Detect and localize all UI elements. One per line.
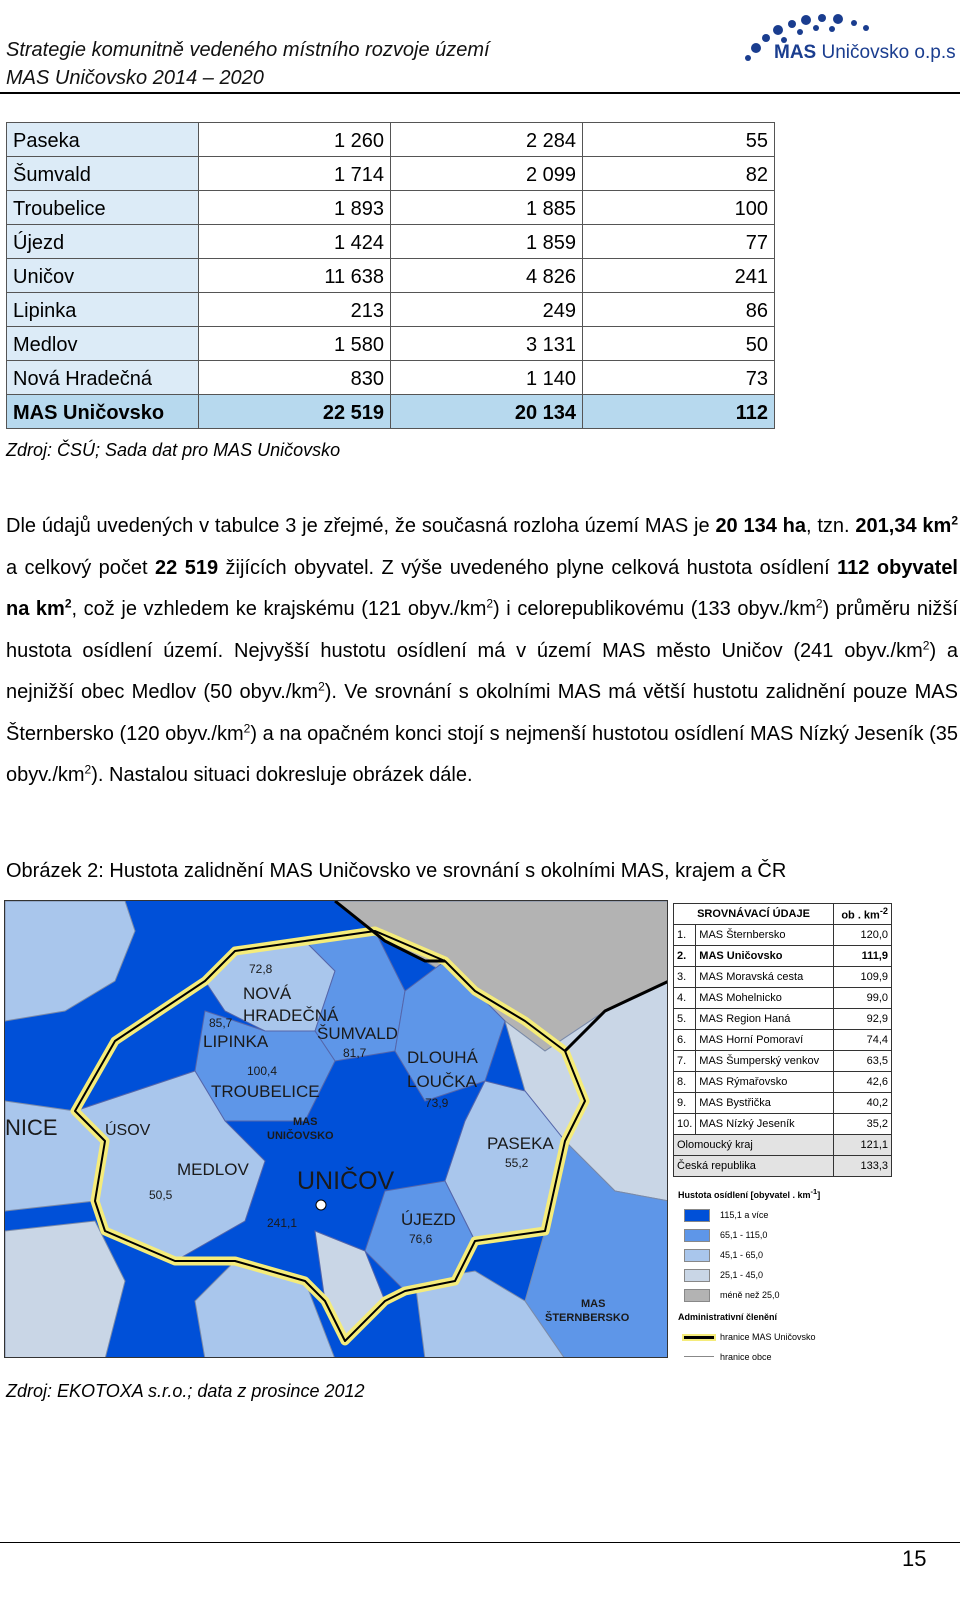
svg-text:LIPINKA: LIPINKA	[203, 1032, 269, 1051]
cell-name: Újezd	[7, 225, 199, 259]
cell-value: 86	[583, 293, 775, 327]
svg-text:ŠUMVALD: ŠUMVALD	[317, 1024, 398, 1043]
map-legend	[678, 1187, 898, 1370]
svg-text:72,8: 72,8	[249, 962, 273, 976]
cell-name: Šumvald	[7, 157, 199, 191]
legend-item: 115,1 a více	[678, 1208, 898, 1228]
cell-value: 50	[583, 327, 775, 361]
table-row	[7, 361, 775, 395]
comparison-table	[673, 903, 892, 1177]
map-graphic	[5, 901, 668, 1358]
svg-text:LOUČKA: LOUČKA	[407, 1072, 477, 1091]
table-row	[7, 225, 775, 259]
legend-item: hranice MAS Uničovsko	[678, 1330, 898, 1350]
comparison-row: 6. MAS Horní Pomoraví 74,4	[674, 1030, 892, 1051]
cell-value: 1 260	[199, 123, 391, 157]
cell-name: Paseka	[7, 123, 199, 157]
table-row	[7, 293, 775, 327]
svg-text:ŠTERNBERSKO: ŠTERNBERSKO	[545, 1312, 630, 1324]
header-line-1: Strategie komunitně vedeného místního rozvoje území	[6, 39, 490, 61]
cell-value: 112	[583, 395, 775, 429]
svg-text:55,2: 55,2	[505, 1156, 529, 1170]
svg-text:MAS: MAS	[293, 1116, 318, 1128]
comparison-row: 9. MAS Bystřička 40,2	[674, 1093, 892, 1114]
cell-value: 1 140	[391, 361, 583, 395]
cell-value: 4 826	[391, 259, 583, 293]
cell-value: 1 580	[199, 327, 391, 361]
comparison-head-name: SROVNÁVACÍ ÚDAJE	[674, 904, 834, 925]
cell-value: 830	[199, 361, 391, 395]
legend-item: hranice obce	[678, 1350, 898, 1370]
svg-text:MAS: MAS	[581, 1298, 606, 1310]
table-source: Zdroj: ČSÚ; Sada dat pro MAS Uničovsko	[6, 440, 341, 460]
density-map	[4, 900, 668, 1358]
cell-value: 241	[583, 259, 775, 293]
logo-text: MAS Uničovsko o.p.s	[774, 42, 956, 63]
svg-text:HRADEČNÁ: HRADEČNÁ	[243, 1006, 339, 1025]
legend-swatch	[684, 1289, 710, 1302]
legend-line-obec	[684, 1356, 714, 1357]
legend-swatch	[684, 1229, 710, 1242]
cell-value: 2 099	[391, 157, 583, 191]
legend-line-mas	[684, 1336, 714, 1339]
mas-logo	[740, 14, 956, 80]
header-rule	[0, 92, 960, 94]
cell-value: 213	[199, 293, 391, 327]
cell-value: 3 131	[391, 327, 583, 361]
legend-item: 25,1 - 45,0	[678, 1268, 898, 1288]
cell-name: MAS Uničovsko	[7, 395, 199, 429]
comparison-row: 4. MAS Mohelnicko 99,0	[674, 988, 892, 1009]
svg-text:85,7: 85,7	[209, 1016, 233, 1030]
table-row	[7, 191, 775, 225]
legend-swatch	[684, 1269, 710, 1282]
cell-value: 20 134	[391, 395, 583, 429]
page-number: 15	[902, 1546, 927, 1571]
svg-text:76,6: 76,6	[409, 1232, 433, 1246]
legend-item: 65,1 - 115,0	[678, 1228, 898, 1248]
comparison-row: 10. MAS Nízký Jeseník 35,2	[674, 1114, 892, 1135]
body-paragraph: Dle údajů uvedených v tabulce 3 je zřejmé, že současná rozloha území MAS je 20 134 ha, tzn. 201,34 $km^2$ a celkový počet 22 519 žijících obyvatel. Z výše uvedeného plyne celková hustota osídlení 112 obyvatel na $km^2$, což je vzhledem ke krajskému (121 $obyv./km^2$) i celorepublikovému (133 $obyv./km^2$) průměru nižší hustota osídlení území. Nejvyšší hustotu osídlení má v území MAS město Uničov (241 $obyv./km^2$) a nejnižší obec Medlov (50 $obyv./km^2$). Ve srovnání s okolními MAS má větší hustotu zalidnění pouze MAS Šternbersko (120 $obyv./km^2$) a na opačném konci stojí s nejmenší hustotou osídlení MAS Nízký Jeseník (35 $obyv./km^2$). Nastalou situaci dokresluje obrázek dále.	[6, 513, 959, 786]
cell-value: 1 859	[391, 225, 583, 259]
comparison-row: 1. MAS Šternbersko 120,0	[674, 925, 892, 946]
svg-text:UNIČOVSKO: UNIČOVSKO	[267, 1130, 334, 1142]
table-total-row	[7, 395, 775, 429]
cell-name: Lipinka	[7, 293, 199, 327]
svg-text:UNIČOV: UNIČOV	[297, 1167, 395, 1195]
cell-value: 1 885	[391, 191, 583, 225]
legend-swatch	[684, 1249, 710, 1262]
svg-text:241,1: 241,1	[267, 1216, 298, 1230]
cell-value: 1 714	[199, 157, 391, 191]
svg-text:100,4: 100,4	[247, 1064, 278, 1078]
svg-text:MEDLOV: MEDLOV	[177, 1160, 249, 1179]
legend-division-title: Administrativní členění	[678, 1312, 778, 1322]
comparison-row: 2. MAS Uničovsko 111,9	[674, 946, 892, 967]
svg-text:TROUBELICE: TROUBELICE	[211, 1082, 320, 1101]
cell-value: 73	[583, 361, 775, 395]
comparison-head-unit: ob . $km^{-2}$	[834, 904, 892, 925]
cell-value: 55	[583, 123, 775, 157]
svg-text:73,9: 73,9	[425, 1096, 449, 1110]
figure-source: Zdroj: EKOTOXA s.r.o.; data z prosince 2012	[6, 1381, 365, 1401]
cell-value: 82	[583, 157, 775, 191]
svg-text:DLOUHÁ: DLOUHÁ	[407, 1048, 478, 1067]
svg-text:ÚJEZD: ÚJEZD	[401, 1210, 456, 1229]
cell-name: Nová Hradečná	[7, 361, 199, 395]
comparison-row-region: Olomoucký kraj 121,1	[674, 1135, 892, 1156]
svg-text:ÚSOV: ÚSOV	[105, 1122, 151, 1139]
footer-rule	[0, 1542, 960, 1543]
table-row	[7, 123, 775, 157]
cell-value: 1 424	[199, 225, 391, 259]
comparison-row: 8. MAS Rýmařovsko 42,6	[674, 1072, 892, 1093]
cell-value: 22 519	[199, 395, 391, 429]
legend-title: Hustota osídlení [obyvatel . $km^{-1}$]	[678, 1187, 821, 1200]
table-row	[7, 157, 775, 191]
cell-value: 249	[391, 293, 583, 327]
figure-caption: Obrázek 2: Hustota zalidnění MAS Uničovsko ve srovnání s okolními MAS, krajem a ČR	[6, 860, 787, 882]
cell-value: 1 893	[199, 191, 391, 225]
cell-name: Medlov	[7, 327, 199, 361]
comparison-row: 3. MAS Moravská cesta 109,9	[674, 967, 892, 988]
cell-name: Troubelice	[7, 191, 199, 225]
cell-name: Uničov	[7, 259, 199, 293]
unicov-town-marker	[316, 1200, 326, 1210]
legend-swatch	[684, 1209, 710, 1222]
legend-item: 45,1 - 65,0	[678, 1248, 898, 1268]
comparison-header	[674, 904, 892, 925]
cell-value: 77	[583, 225, 775, 259]
svg-text:NICE: NICE	[5, 1115, 58, 1140]
comparison-row: 7. MAS Šumperský venkov 63,5	[674, 1051, 892, 1072]
header-line-2: MAS Uničovsko 2014 – 2020	[6, 67, 264, 89]
population-table	[6, 122, 775, 429]
legend-item: méně než 25,0	[678, 1288, 898, 1308]
running-header	[6, 36, 490, 92]
comparison-row-country: Česká republika 133,3	[674, 1156, 892, 1177]
cell-value: 2 284	[391, 123, 583, 157]
cell-value: 100	[583, 191, 775, 225]
svg-text:81,7: 81,7	[343, 1046, 367, 1060]
svg-text:NOVÁ: NOVÁ	[243, 984, 292, 1003]
comparison-row: 5. MAS Region Haná 92,9	[674, 1009, 892, 1030]
svg-text:PASEKA: PASEKA	[487, 1134, 554, 1153]
cell-value: 11 638	[199, 259, 391, 293]
table-row	[7, 259, 775, 293]
svg-text:50,5: 50,5	[149, 1188, 173, 1202]
table-row	[7, 327, 775, 361]
